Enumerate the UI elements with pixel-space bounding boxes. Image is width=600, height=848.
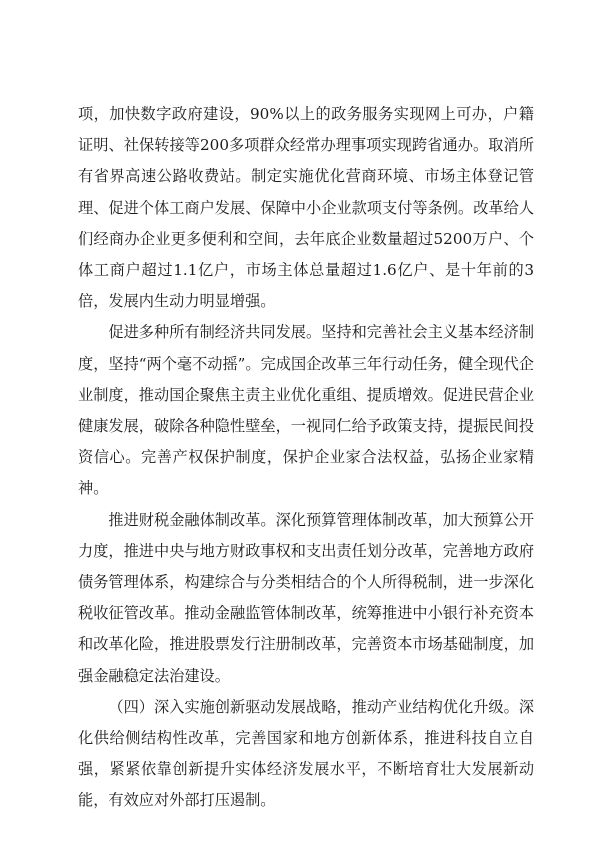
document-body: [78, 99, 534, 817]
paragraph-4-body: 深化供给侧结构性改革，完善国家和地方创新体系，推进科技自立自强，紧紧依靠创新提升实体经济发展水平，不断培育壮大发展新动能，有效应对外部打压遏制。: [78, 697, 534, 810]
paragraph-3: 推进财税金融体制改革。深化预算管理体制改革，加大预算公开力度，推进中央与地方财政事权和支出责任划分改革，完善地方政府债务管理体系，构建综合与分类相结合的个人所得税制，进一步深化税收征管改革。推动金融监管体制改革，统筹推进中小银行补充资本和改革化险，推进股票发行注册制改革，完善资本市场基础制度，加强金融稳定法治建设。: [78, 510, 534, 685]
paragraph-2: 促进多种所有制经济共同发展。坚持和完善社会主义基本经济制度，坚持“两个毫不动摇”。完成国企改革三年行动任务，健全现代企业制度，推动国企聚焦主责主业优化重组、提质增效。促进民营企业健康发展，破除各种隐性壁垒，一视同仁给予政策支持，提振民间投资信心。完善产权保护制度，保护企业家合法权益，弘扬企业家精神。: [78, 323, 534, 498]
section-heading: （四）深入实施创新驱动发展战略，推动产业结构优化升级。: [108, 697, 519, 716]
paragraph-1: 项，加快数字政府建设，90%以上的政务服务实现网上可办，户籍证明、社保转接等200多项群众经常办理事项实现跨省通办。取消所有省界高速公路收费站。制定实施优化营商环境、市场主体登记管理、促进个体工商户发展、保障中小企业款项支付等条例。改革给人们经商办企业更多便利和空间，去年底企业数量超过5200万户、个体工商户超过1.1亿户，市场主体总量超过1.6亿户、是十年前的3倍，发展内生动力明显增强。: [78, 105, 534, 311]
paragraph-4: [78, 692, 534, 817]
